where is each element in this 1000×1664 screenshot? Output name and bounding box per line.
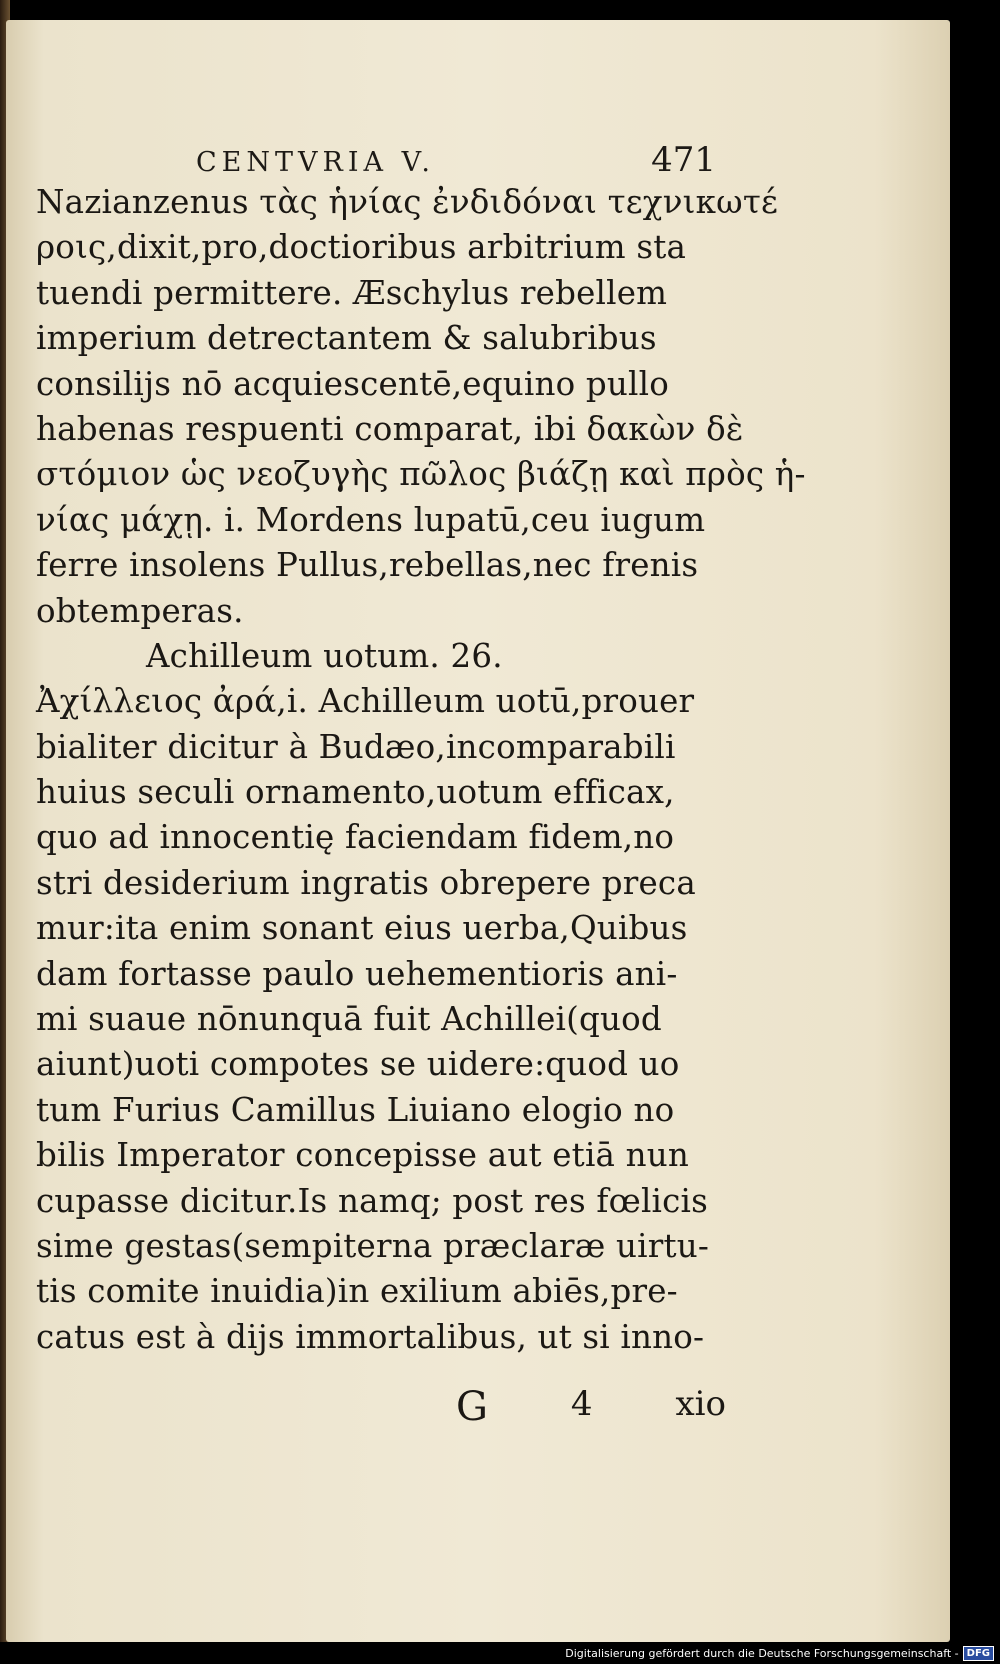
text-line: mi suaue nōnunquā fuit Achillei(quod: [36, 1000, 662, 1039]
text-line: ροις,dixit,pro,doctioribus arbitrium sta: [36, 228, 687, 267]
text-line: ferre insolens Pullus,rebellas,nec frenis: [36, 546, 699, 585]
text-line: aiunt)uoti compotes se uidere:quod uo: [36, 1045, 680, 1084]
signature-mark: G: [456, 1384, 488, 1430]
text-line: consilijs nō acquiescentē,equino pullo: [36, 364, 669, 403]
book-page: [6, 20, 950, 1642]
text-line: bilis Imperator concepisse aut etiā nun: [36, 1136, 690, 1175]
text-line: imperium detrectantem & salubribus: [36, 319, 657, 358]
text-line: sime gestas(sempiterna præclaræ uirtu-: [36, 1226, 710, 1265]
text-line: catus est à dijs immortalibus, ut si inno-: [36, 1317, 705, 1356]
catchword: xio: [675, 1384, 726, 1424]
text-line: obtemperas.: [36, 591, 244, 630]
signature-number: 4: [570, 1384, 593, 1424]
text-line: quo ad innocentię faciendam fidem,no: [36, 818, 675, 857]
text-line: cupasse dicitur.Is namq; post res fœlicis: [36, 1181, 709, 1220]
dfg-logo: DFG: [963, 1646, 994, 1661]
running-head-title: CENTVRIA V.: [196, 147, 435, 178]
text-line: tum Furius Camillus Liuiano elogio no: [36, 1090, 675, 1129]
signature-line: [456, 1384, 726, 1430]
text-line: στόμιον ὡς νεοζυγὴς πῶλος βιάζῃ καὶ πρὸς ἡ-: [36, 455, 806, 494]
footer-text: Digitalisierung gefördert durch die Deutsche Forschungsgemeinschaft -: [565, 1646, 959, 1660]
text-line: Ἀχίλλειος ἀρά,i. Achilleum uotū,prouer: [36, 682, 695, 721]
section-heading: Achilleum uotum. 26.: [146, 636, 503, 675]
text-block: [36, 180, 806, 1360]
running-head: [196, 140, 716, 180]
text-line: huius seculi ornamento,uotum efficax,: [36, 773, 675, 812]
text-line: Nazianzenus τὰς ἡνίας ἐνδιδόναι τεχνικωτέ: [36, 183, 779, 221]
text-line: mur:ita enim sonant eius uerba,Quibus: [36, 909, 688, 948]
text-line: νίας μάχῃ. i. Mordens lupatū,ceu iugum: [36, 500, 706, 539]
text-line: stri desiderium ingratis obrepere preca: [36, 863, 696, 902]
text-line: habenas respuenti comparat, ibi δακὼν δὲ: [36, 409, 744, 448]
text-line: tis comite inuidia)in exilium abiēs,pre-: [36, 1272, 678, 1311]
text-line: dam fortasse paulo uehementioris ani-: [36, 954, 678, 993]
page-number: 471: [651, 140, 716, 180]
text-line: bialiter dicitur à Budæo,incomparabili: [36, 727, 676, 766]
digitization-footer: [0, 1642, 1000, 1664]
text-line: tuendi permittere. Æschylus rebellem: [36, 273, 668, 312]
